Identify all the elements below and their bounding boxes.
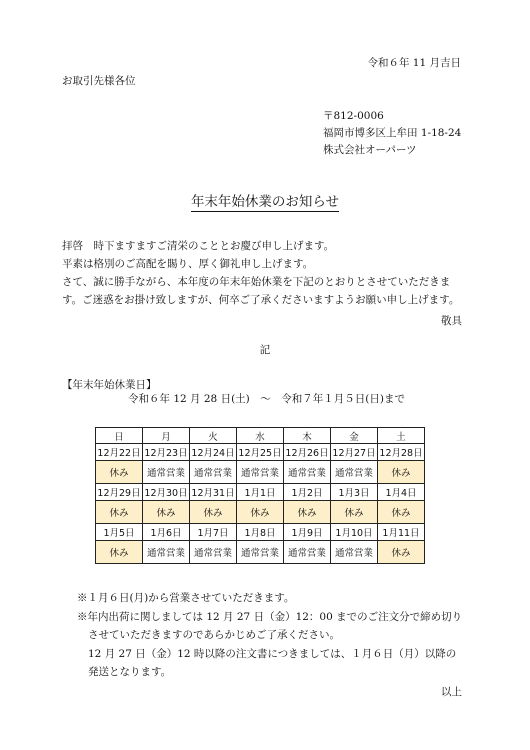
body-line: さて、誠に勝手ながら、本年度の年末年始休業を下記のとおりとさせていただきま bbox=[62, 276, 451, 288]
holiday-heading: 【年末年始休業日】 bbox=[62, 379, 157, 391]
date-cell: 12月24日 bbox=[190, 444, 237, 461]
sender-address: 福岡市博多区上牟田 1-18-24 bbox=[323, 127, 462, 139]
date-row bbox=[96, 524, 425, 541]
date-row bbox=[96, 444, 425, 461]
weekday-cell: 月 bbox=[143, 428, 190, 444]
date-cell: 12月30日 bbox=[143, 484, 190, 501]
status-row bbox=[96, 541, 425, 564]
date-cell: 1月8日 bbox=[237, 524, 284, 541]
status-cell: 休み bbox=[96, 541, 143, 564]
status-cell: 通常営業 bbox=[143, 461, 190, 484]
note-line: ※年内出荷に関しましては 12 月 27 日（金）12：00 までのご注文分で締め切り bbox=[77, 610, 463, 623]
company-name: 株式会社オーパーツ bbox=[323, 144, 417, 156]
body-line: す。ご迷惑をお掛け致しますが、何卒ご了承くださいますようお願い申し上げます。 bbox=[62, 294, 460, 306]
postal-code: 〒812-0006 bbox=[323, 110, 384, 122]
weekday-cell: 木 bbox=[284, 428, 331, 444]
weekday-cell: 土 bbox=[378, 428, 425, 444]
holiday-range: 令和６年 12 月 28 日(土) ～ 令和７年１月５日(日)まで bbox=[128, 393, 405, 405]
status-cell: 休み bbox=[190, 501, 237, 524]
date-cell: 1月6日 bbox=[143, 524, 190, 541]
date-cell: 12月29日 bbox=[96, 484, 143, 501]
note-line: ※１月６日(月)から営業させていただきます。 bbox=[77, 592, 295, 604]
date-cell: 1月2日 bbox=[284, 484, 331, 501]
status-cell: 休み bbox=[237, 501, 284, 524]
sender-block bbox=[323, 108, 461, 159]
date-cell: 1月4日 bbox=[378, 484, 425, 501]
date-cell: 1月3日 bbox=[331, 484, 378, 501]
holiday-calendar bbox=[95, 427, 425, 564]
status-cell: 通常営業 bbox=[237, 541, 284, 564]
date-cell: 1月10日 bbox=[331, 524, 378, 541]
date-cell: 1月9日 bbox=[284, 524, 331, 541]
status-cell: 休み bbox=[378, 501, 425, 524]
weekday-cell: 火 bbox=[190, 428, 237, 444]
weekday-row bbox=[96, 428, 425, 444]
date-cell: 1月1日 bbox=[237, 484, 284, 501]
weekday-cell: 金 bbox=[331, 428, 378, 444]
status-cell: 通常営業 bbox=[331, 461, 378, 484]
status-cell: 通常営業 bbox=[284, 541, 331, 564]
date-cell: 12月26日 bbox=[284, 444, 331, 461]
notes bbox=[77, 589, 462, 682]
closing: 敬具 bbox=[441, 315, 462, 327]
body-line: 拝啓 時下ますますご清栄のこととお慶び申し上げます。 bbox=[62, 240, 335, 252]
status-cell: 休み bbox=[96, 501, 143, 524]
status-row bbox=[96, 461, 425, 484]
body-line: 平素は格別のご高配を賜り、厚く御礼申し上げます。 bbox=[62, 258, 314, 270]
recipient: お取引先様各位 bbox=[62, 75, 136, 87]
date-row bbox=[96, 484, 425, 501]
date-cell: 1月5日 bbox=[96, 524, 143, 541]
status-row bbox=[96, 501, 425, 524]
date-cell: 1月11日 bbox=[378, 524, 425, 541]
date-cell: 12月22日 bbox=[96, 444, 143, 461]
weekday-cell: 日 bbox=[96, 428, 143, 444]
title-text: 年末年始休業のお知らせ bbox=[190, 194, 340, 210]
issue-date: 令和６年 11 月吉日 bbox=[367, 57, 461, 69]
date-cell: 12月27日 bbox=[331, 444, 378, 461]
status-cell: 通常営業 bbox=[190, 541, 237, 564]
status-cell: 休み bbox=[284, 501, 331, 524]
date-cell: 1月7日 bbox=[190, 524, 237, 541]
end-marker: 以上 bbox=[441, 686, 462, 698]
status-cell: 休み bbox=[378, 461, 425, 484]
note-line: させていただきますのであらかじめご了承ください。 bbox=[88, 629, 340, 641]
status-cell: 通常営業 bbox=[143, 541, 190, 564]
ki-marker: 記 bbox=[259, 344, 271, 356]
date-cell: 12月25日 bbox=[237, 444, 284, 461]
status-cell: 休み bbox=[96, 461, 143, 484]
weekday-cell: 水 bbox=[237, 428, 284, 444]
status-cell: 休み bbox=[143, 501, 190, 524]
status-cell: 通常営業 bbox=[284, 461, 331, 484]
page-title bbox=[0, 190, 530, 210]
note-line: 12 月 27 日（金）12 時以降の注文書につきましては、１月６日（月）以降の bbox=[88, 647, 457, 660]
date-cell: 12月28日 bbox=[378, 444, 425, 461]
note-line: 発送となります。 bbox=[88, 666, 172, 678]
status-cell: 休み bbox=[331, 501, 378, 524]
status-cell: 通常営業 bbox=[331, 541, 378, 564]
status-cell: 通常営業 bbox=[190, 461, 237, 484]
status-cell: 休み bbox=[378, 541, 425, 564]
date-cell: 12月23日 bbox=[143, 444, 190, 461]
date-cell: 12月31日 bbox=[190, 484, 237, 501]
status-cell: 通常営業 bbox=[237, 461, 284, 484]
body-text bbox=[62, 237, 459, 309]
